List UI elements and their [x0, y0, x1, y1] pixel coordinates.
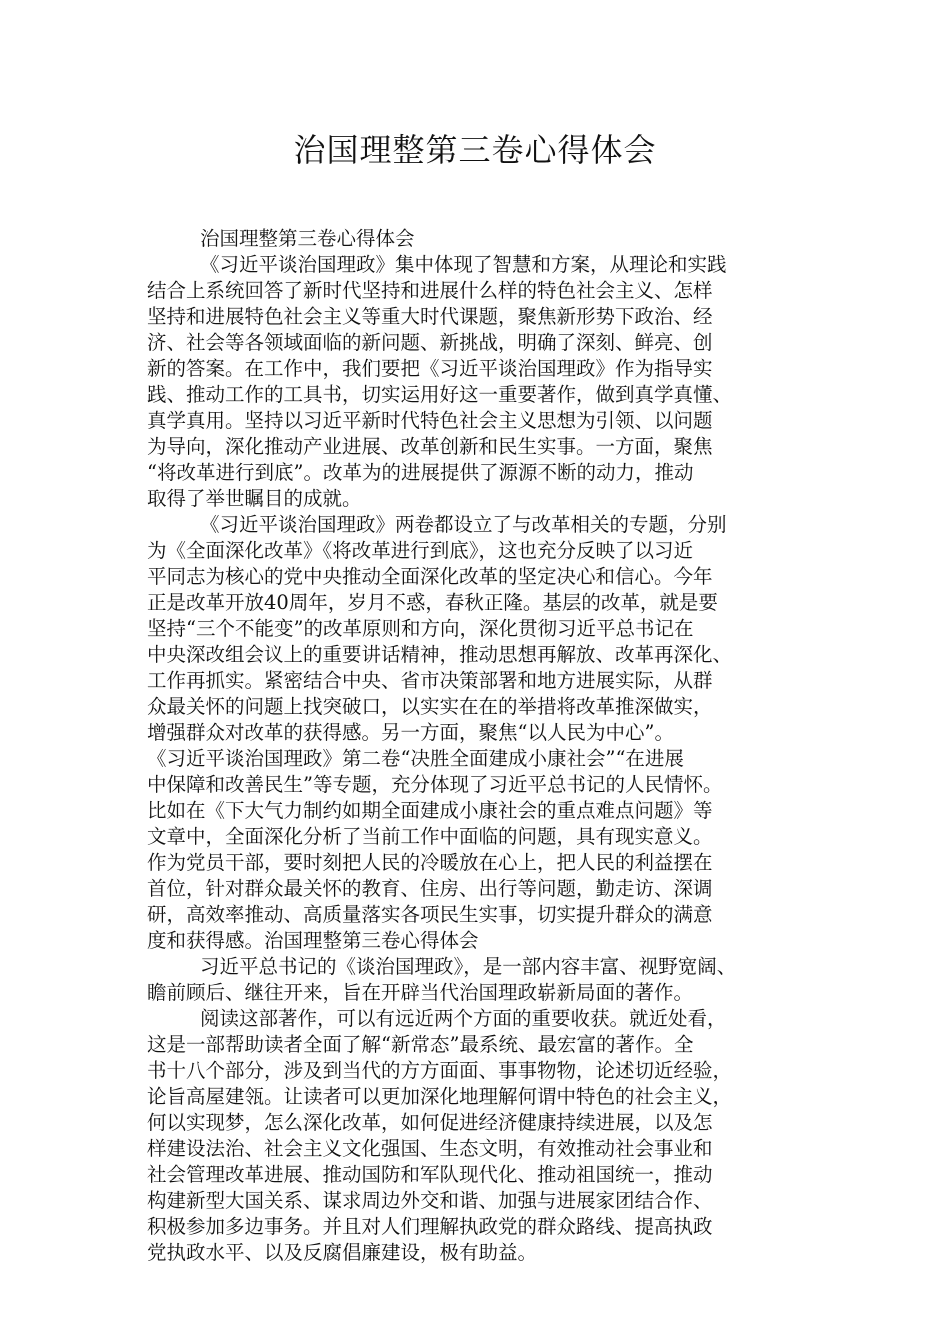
body-line: 坚持和进展特色社会主义等重大时代课题，聚焦新形势下政治、经 [147, 305, 713, 328]
body-line: 真学真用。坚持以习近平新时代特色社会主义思想为引领、以问题 [147, 409, 713, 432]
body-line: 《习近平谈治国理政》两卷都设立了与改革相关的专题，分别 [200, 513, 727, 536]
body-line: 新的答案。在工作中，我们要把《习近平谈治国理政》作为指导实 [147, 357, 713, 380]
body-line: 中央深改组会议上的重要讲话精神，推动思想再解放、改革再深化、 [147, 643, 733, 666]
body-line: 论旨高屋建瓴。让读者可以更加深化地理解何谓中特色的社会主义， [147, 1085, 733, 1108]
body-line: 《习近平谈治国理政》集中体现了智慧和方案，从理论和实践 [200, 253, 727, 276]
body-line: 比如在《下大气力制约如期全面建成小康社会的重点难点问题》等 [147, 799, 713, 822]
body-line: 构建新型大国关系、谋求周边外交和谐、加强与进展家团结合作、 [147, 1189, 713, 1212]
body-line: 为《全面深化改革》《将改革进行到底》，这也充分反映了以习近 [147, 539, 694, 562]
body-line: 瞻前顾后、继往开来，旨在开辟当代治国理政崭新局面的著作。 [147, 981, 694, 1004]
body-line: 作为党员干部，要时刻把人民的冷暖放在心上，把人民的利益摆在 [147, 851, 713, 874]
body-line: 工作再抓实。紧密结合中央、省市决策部署和地方进展实际，从群 [147, 669, 713, 692]
body-line: 济、社会等各领域面临的新问题、新挑战，明确了深刻、鲜亮、创 [147, 331, 713, 354]
body-line: 平同志为核心的党中央推动全面深化改革的坚定决心和信心。今年 [147, 565, 713, 588]
body-line: 阅读这部著作，可以有远近两个方面的重要收获。就近处看， [200, 1007, 727, 1030]
body-line: 何以实现梦，怎么深化改革，如何促进经济健康持续进展，以及怎 [147, 1111, 713, 1134]
body-line: 社会管理改革进展、推动国防和军队现代化、推动祖国统一，推动 [147, 1163, 713, 1186]
body-line: “将改革进行到底”。改革为的进展提供了源源不断的动力，推动 [147, 461, 694, 484]
body-line: 增强群众对改革的获得感。另一方面，聚焦“以人民为中心”。 [147, 721, 674, 744]
body-line: 《习近平谈治国理政》第二卷“决胜全面建成小康社会”“在进展 [147, 747, 684, 770]
body-line: 中保障和改善民生”等专题，充分体现了习近平总书记的人民情怀。 [147, 773, 723, 796]
body-line: 样建设法治、社会主义文化强国、生态文明，有效推动社会事业和 [147, 1137, 713, 1160]
body-line: 文章中，全面深化分析了当前工作中面临的问题，具有现实意义。 [147, 825, 713, 848]
body-line: 结合上系统回答了新时代坚持和进展什么样的特色社会主义、怎样 [147, 279, 713, 302]
body-line: 这是一部帮助读者全面了解“新常态”最系统、最宏富的著作。全 [147, 1033, 694, 1056]
body-line: 研，高效率推动、高质量落实各项民生实事，切实提升群众的满意 [147, 903, 713, 926]
body-line: 积极参加多边事务。并且对人们理解执政党的群众路线、提高执政 [147, 1215, 713, 1238]
body-line: 坚持“三个不能变”的改革原则和方向，深化贯彻习近平总书记在 [147, 617, 694, 640]
body-line: 首位，针对群众最关怀的教育、住房、出行等问题，勤走访、深调 [147, 877, 713, 900]
body-line: 治国理整第三卷心得体会 [200, 227, 415, 250]
document-body [147, 226, 827, 1266]
body-line: 习近平总书记的《谈治国理政》，是一部内容丰富、视野宽阔、 [200, 955, 737, 978]
body-line: 践、推动工作的工具书，切实运用好这一重要著作，做到真学真懂、 [147, 383, 733, 406]
document-title: 治国理整第三卷心得体会 [293, 131, 657, 169]
body-line: 正是改革开放40周年，岁月不惑，春秋正隆。基层的改革，就是要 [147, 591, 718, 614]
body-line: 众最关怀的问题上找突破口，以实实在在的举措将改革推深做实， [147, 695, 713, 718]
body-line: 取得了举世瞩目的成就。 [147, 487, 362, 510]
body-line: 书十八个部分，涉及到当代的方方面面、事事物物，论述切近经验， [147, 1059, 733, 1082]
body-line: 为导向，深化推动产业进展、改革创新和民生实事。一方面，聚焦 [147, 435, 713, 458]
body-line: 度和获得感。治国理整第三卷心得体会 [147, 929, 479, 952]
body-line: 党执政水平、以及反腐倡廉建设，极有助益。 [147, 1241, 538, 1264]
